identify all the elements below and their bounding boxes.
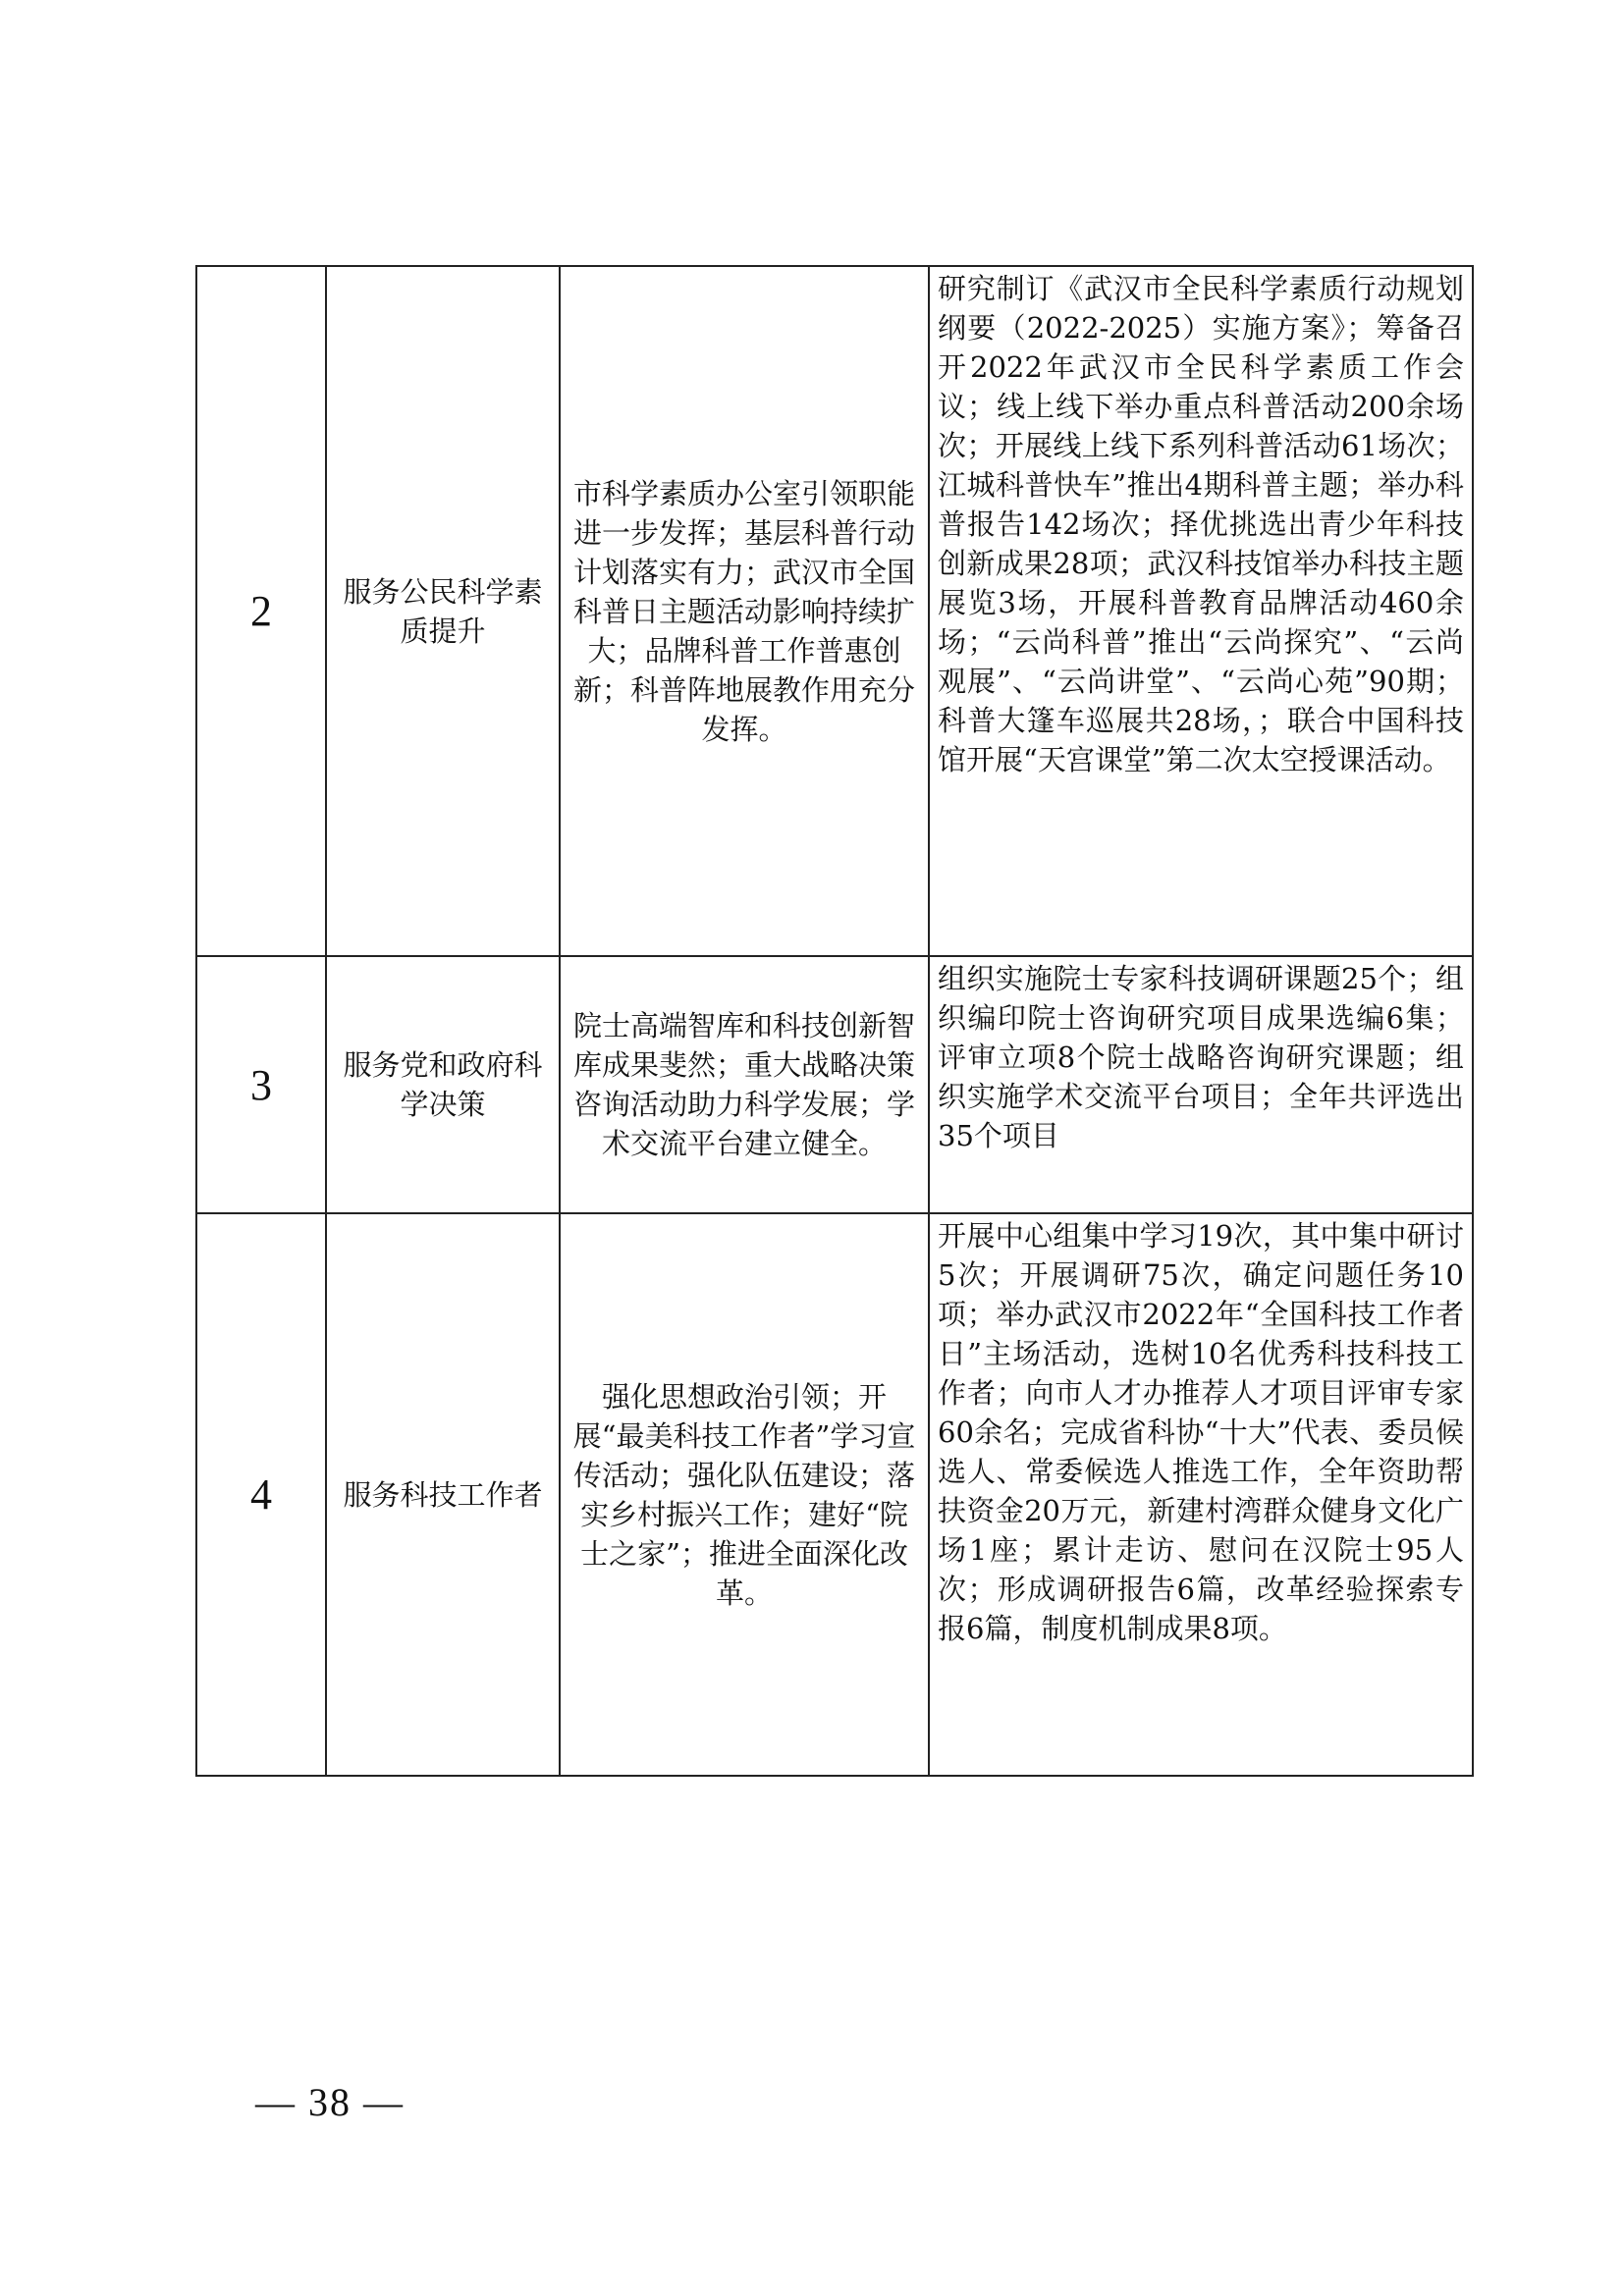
- goal-summary-cell: 强化思想政治引领；开展“最美科技工作者”学习宣传活动；强化队伍建设；落实乡村振兴工作；建好“院士之家”；推进全面深化改革。: [560, 1213, 929, 1776]
- work-summary-table: [195, 265, 1474, 1777]
- task-name-cell: 服务公民科学素质提升: [326, 266, 560, 956]
- achievement-detail-cell: 开展中心组集中学习19次，其中集中研讨5次；开展调研75次，确定问题任务10项；举办武汉市2022年“全国科技工作者日”主场活动，选树10名优秀科技科技工作者；向市人才办推荐人才项目评审专家60余名；完成省科协“十大”代表、委员候选人、常委候选人推选工作，全年资助帮扶资金20万元，新建村湾群众健身文化广场1座；累计走访、慰问在汉院士95人次；形成调研报告6篇，改革经验探索专报6篇，制度机制成果8项。: [929, 1213, 1473, 1776]
- task-name-cell: 服务党和政府科学决策: [326, 956, 560, 1213]
- table-row: [196, 266, 1473, 956]
- table-row: [196, 956, 1473, 1213]
- goal-summary-cell: 院士高端智库和科技创新智库成果斐然；重大战略决策咨询活动助力科学发展；学术交流平台建立健全。: [560, 956, 929, 1213]
- row-number-cell: 2: [196, 266, 326, 956]
- row-number-cell: 3: [196, 956, 326, 1213]
- achievement-detail-cell: 组织实施院士专家科技调研课题25个；组织编印院士咨询研究项目成果选编6集；评审立项8个院士战略咨询研究课题；组织实施学术交流平台项目；全年共评选出35个项目: [929, 956, 1473, 1213]
- table-row: [196, 1213, 1473, 1776]
- achievement-detail-cell: 研究制订《武汉市全民科学素质行动规划纲要（2022-2025）实施方案》；筹备召开2022年武汉市全民科学素质工作会议；线上线下举办重点科普活动200余场次；开展线上线下系列科普活动61场次；江城科普快车”推出4期科普主题；举办科普报告142场次；择优挑选出青少年科技创新成果28项；武汉科技馆举办科技主题展览3场，开展科普教育品牌活动460余场；“云尚科普”推出“云尚探究”、“云尚观展”、“云尚讲堂”、“云尚心苑”90期；科普大篷车巡展共28场，；联合中国科技馆开展“天宫课堂”第二次太空授课活动。: [929, 266, 1473, 956]
- task-name-cell: 服务科技工作者: [326, 1213, 560, 1776]
- row-number-cell: 4: [196, 1213, 326, 1776]
- goal-summary-cell: 市科学素质办公室引领职能进一步发挥；基层科普行动计划落实有力；武汉市全国科普日主题活动影响持续扩大；品牌科普工作普惠创新；科普阵地展教作用充分发挥。: [560, 266, 929, 956]
- page-number: — 38 —: [255, 2080, 405, 2124]
